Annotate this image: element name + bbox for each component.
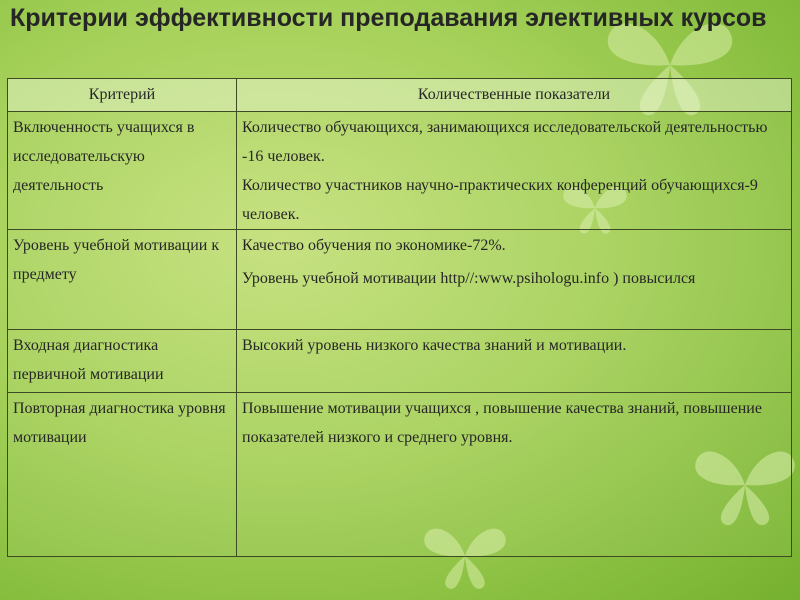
page-title: Критерии эффективности преподавания элективных курсов — [10, 4, 767, 32]
criterion-cell: Входная диагностика первичной мотивации — [8, 330, 237, 393]
indicator-text: Повышение мотивации учащихся , повышение качества знаний, повышение показателей низкого и среднего уровня. — [242, 400, 762, 446]
criteria-table — [7, 78, 792, 557]
indicator-text: Количество обучающихся, занимающихся исследовательской деятельностью -16 человек. — [242, 119, 768, 165]
column-header-indicators: Количественные показатели — [237, 79, 792, 112]
criterion-cell: Уровень учебной мотивации к предмету — [8, 230, 237, 330]
table-row — [8, 112, 792, 230]
indicators-cell — [237, 393, 792, 557]
indicator-text: Высокий уровень низкого качества знаний и мотивации. — [242, 337, 627, 354]
criterion-cell: Повторная диагностика уровня мотивации — [8, 393, 237, 557]
indicators-cell — [237, 112, 792, 230]
indicator-text: Количество участников научно-практических конференций обучающихся-9 человек. — [242, 177, 758, 223]
indicators-cell — [237, 330, 792, 393]
indicator-text: Качество обучения по экономике-72%. — [242, 237, 506, 254]
indicators-cell — [237, 230, 792, 330]
indicator-text: Уровень учебной мотивации http//:www.psihologu.info ) повысился — [242, 270, 696, 287]
criterion-cell: Включенность учащихся в исследовательскую деятельность — [8, 112, 237, 230]
column-header-criterion: Критерий — [8, 79, 237, 112]
table-row — [8, 330, 792, 393]
table-row — [8, 393, 792, 557]
table-header-row — [8, 79, 792, 112]
table-row — [8, 230, 792, 330]
